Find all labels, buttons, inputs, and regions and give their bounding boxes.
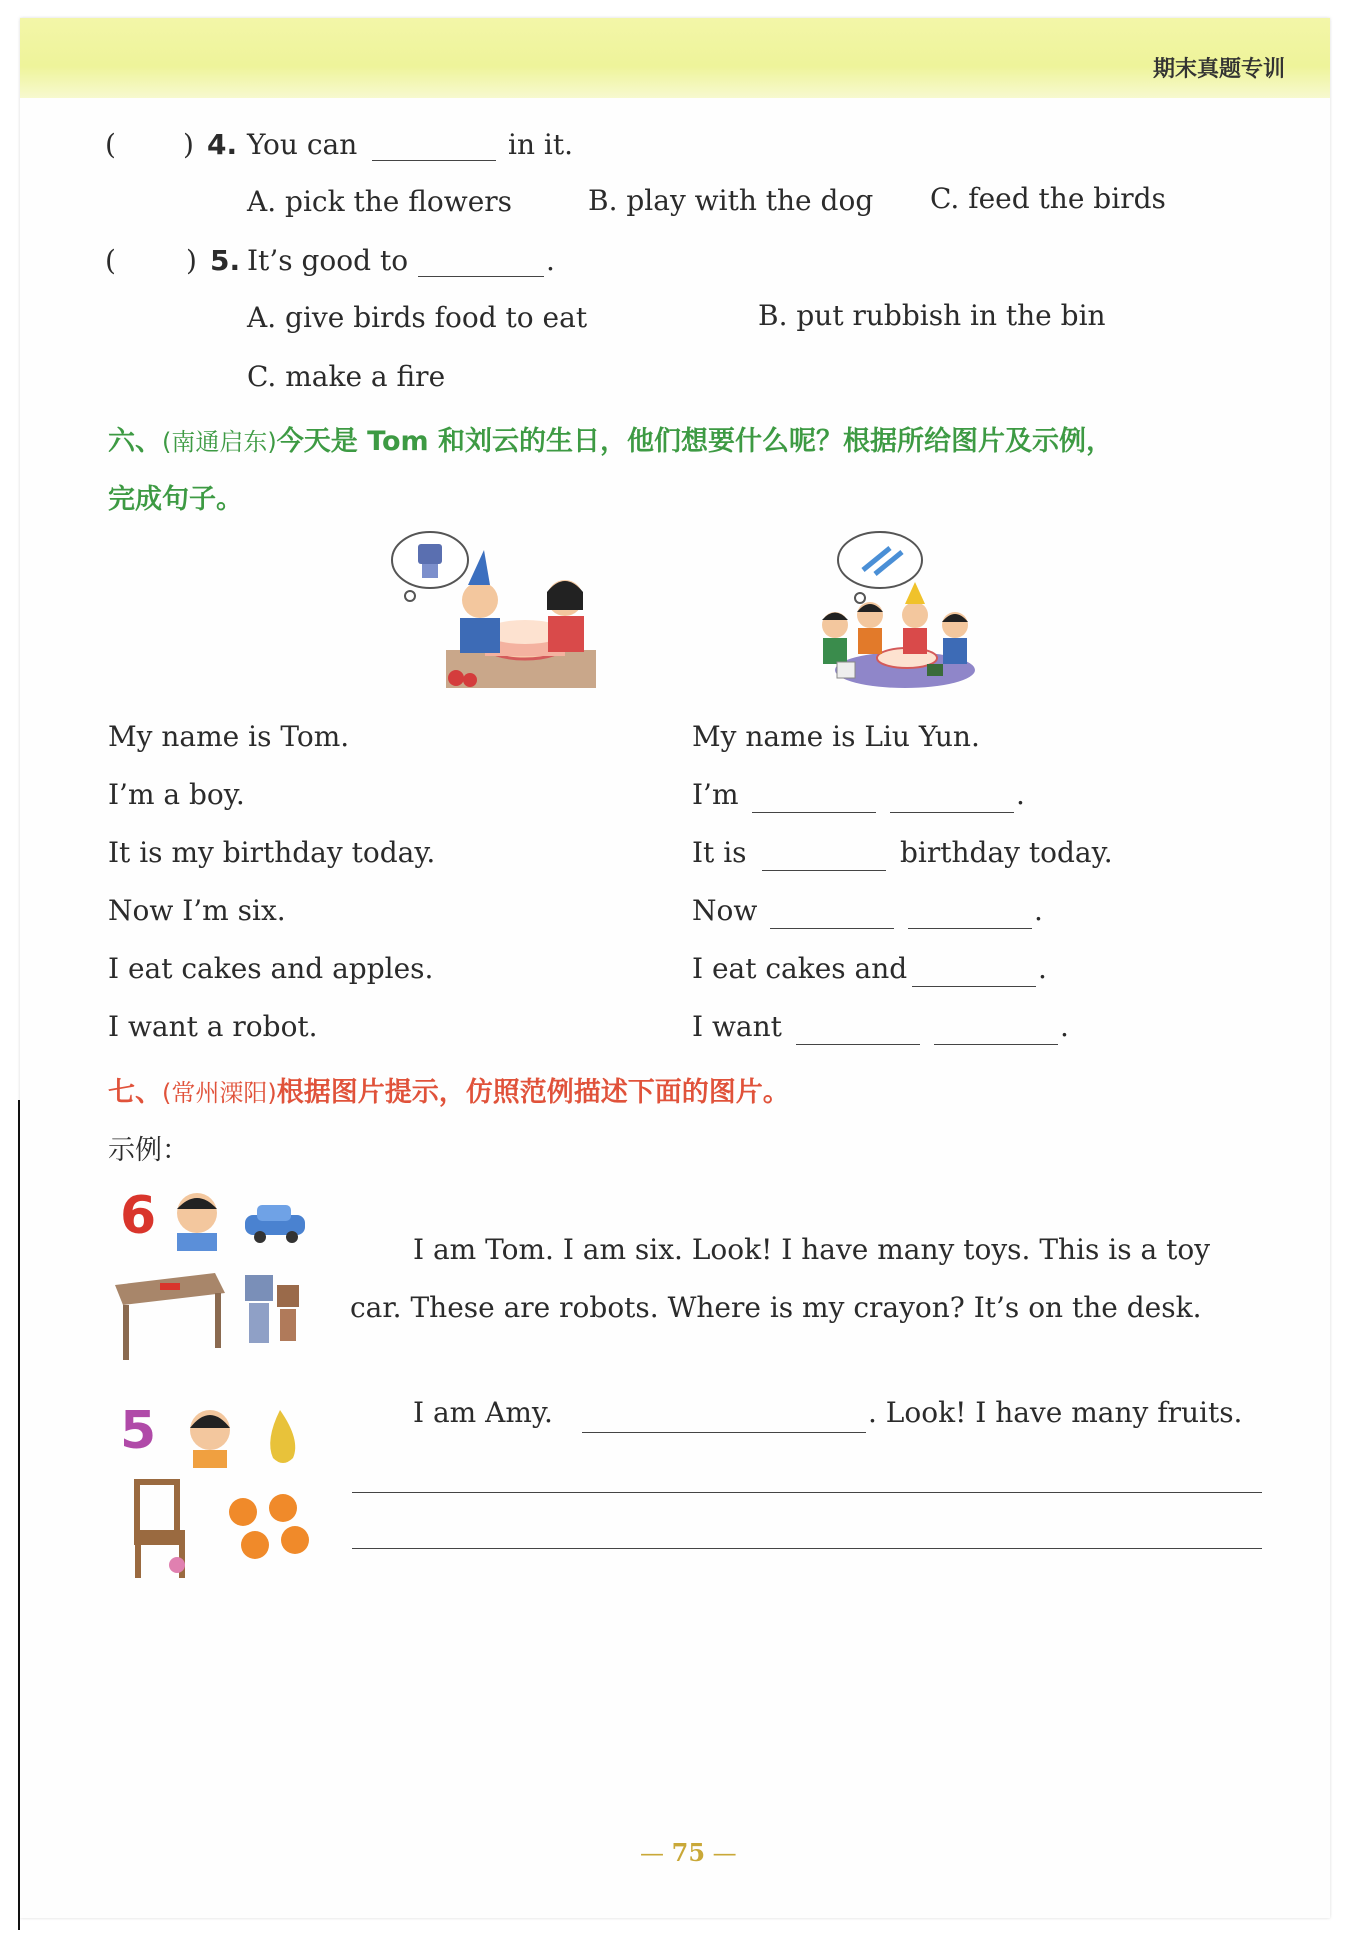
header-bar xyxy=(20,18,1330,98)
right-line-4-blank-2[interactable] xyxy=(908,928,1032,929)
section6-heading-text: 今天是 Tom 和刘云的生日，他们想要什么呢？根据所给图片及示例， xyxy=(276,426,1114,457)
right-line-5-start: I eat cakes and xyxy=(692,952,908,985)
right-line-5-end: . xyxy=(1038,952,1047,985)
binding-edge-line xyxy=(18,1100,20,1930)
q4-option-b: B. play with the dog xyxy=(588,184,874,217)
section7-heading-source: (常州溧阳) xyxy=(162,1079,277,1107)
example-digit: 6 xyxy=(120,1186,157,1246)
tom-toys-illustration xyxy=(115,1185,320,1375)
left-line-4: Now I’m six. xyxy=(108,894,286,927)
left-line-6: I want a robot. xyxy=(108,1010,318,1043)
q4-stem-start: You can xyxy=(247,128,358,161)
q4-option-a: A. pick the flowers xyxy=(247,185,513,218)
header-title: 期末真题专训 xyxy=(1152,57,1285,82)
tom-birthday-illustration xyxy=(390,530,605,690)
right-line-3-start: It is xyxy=(692,836,747,869)
left-line-1: My name is Tom. xyxy=(108,720,350,753)
right-line-1: My name is Liu Yun. xyxy=(692,720,980,753)
right-line-2-blank-1[interactable] xyxy=(752,812,876,813)
right-line-6-end: . xyxy=(1060,1010,1069,1043)
left-line-2: I’m a boy. xyxy=(108,778,245,811)
task-digit: 5 xyxy=(120,1401,157,1461)
q4-paren-close: ) xyxy=(183,128,194,161)
left-line-3: It is my birthday today. xyxy=(108,836,436,869)
q4-stem-end: in it. xyxy=(508,128,573,161)
section7-heading-text: 根据图片提示，仿照范例描述下面的图片。 xyxy=(276,1077,790,1108)
section6-heading-num: 六、 xyxy=(108,426,162,457)
right-line-3-end: birthday today. xyxy=(900,836,1113,869)
right-line-4-end: . xyxy=(1034,894,1043,927)
section7-heading xyxy=(108,1070,790,1109)
q5-option-b: B. put rubbish in the bin xyxy=(758,299,1106,332)
page-number-dash-right: — xyxy=(705,1839,737,1867)
example-line-2: car. These are robots. Where is my crayon? It’s on the desk. xyxy=(350,1291,1202,1324)
q5-paren-close: ) xyxy=(186,244,197,277)
page-number-dash-left: — xyxy=(640,1839,672,1867)
section6-heading-line2: 完成句子。 xyxy=(108,484,243,515)
q5-option-a: A. give birds food to eat xyxy=(247,301,588,334)
example-label: 示例： xyxy=(108,1135,189,1166)
right-line-5-blank-line[interactable] xyxy=(912,986,1036,987)
q4-option-c: C. feed the birds xyxy=(930,182,1166,215)
q5-number: 5. xyxy=(210,244,241,277)
answer-line-1[interactable] xyxy=(352,1492,1262,1493)
right-line-2-start: I’m xyxy=(692,778,739,811)
right-line-6-start: I want xyxy=(692,1010,782,1043)
right-line-2-blank-2[interactable] xyxy=(890,812,1014,813)
q4-blank[interactable] xyxy=(372,160,496,161)
right-line-6-blank-2[interactable] xyxy=(934,1044,1058,1045)
page-number-value: 75 xyxy=(671,1838,706,1867)
page-number xyxy=(640,1838,737,1867)
q5-blank[interactable] xyxy=(418,276,544,277)
section7-heading-num: 七、 xyxy=(108,1077,162,1108)
right-line-4-start: Now xyxy=(692,894,758,927)
right-line-6-blank-1[interactable] xyxy=(796,1044,920,1045)
q4-paren-open: ( xyxy=(105,128,116,161)
section6-heading xyxy=(108,419,1113,458)
right-line-4-blank-1[interactable] xyxy=(770,928,894,929)
example-line-1: I am Tom. I am six. Look! I have many toys. This is a toy xyxy=(413,1233,1211,1266)
task-blank[interactable] xyxy=(582,1432,866,1433)
q5-option-c: C. make a fire xyxy=(247,360,446,393)
task-line-start: I am Amy. xyxy=(413,1396,553,1429)
task-line-end: . Look! I have many fruits. xyxy=(868,1396,1243,1429)
answer-line-2[interactable] xyxy=(352,1548,1262,1549)
right-line-3-blank[interactable] xyxy=(762,870,886,871)
left-line-5: I eat cakes and apples. xyxy=(108,952,434,985)
section6-heading-source: (南通启东) xyxy=(162,428,277,456)
q5-paren-open: ( xyxy=(105,244,116,277)
q5-stem-end: . xyxy=(546,244,555,277)
q5-stem-start: It’s good to xyxy=(247,244,409,277)
amy-fruits-illustration xyxy=(115,1400,320,1580)
q4-number: 4. xyxy=(207,128,238,161)
liu-yun-birthday-illustration xyxy=(815,530,980,690)
right-line-2-end: . xyxy=(1016,778,1025,811)
